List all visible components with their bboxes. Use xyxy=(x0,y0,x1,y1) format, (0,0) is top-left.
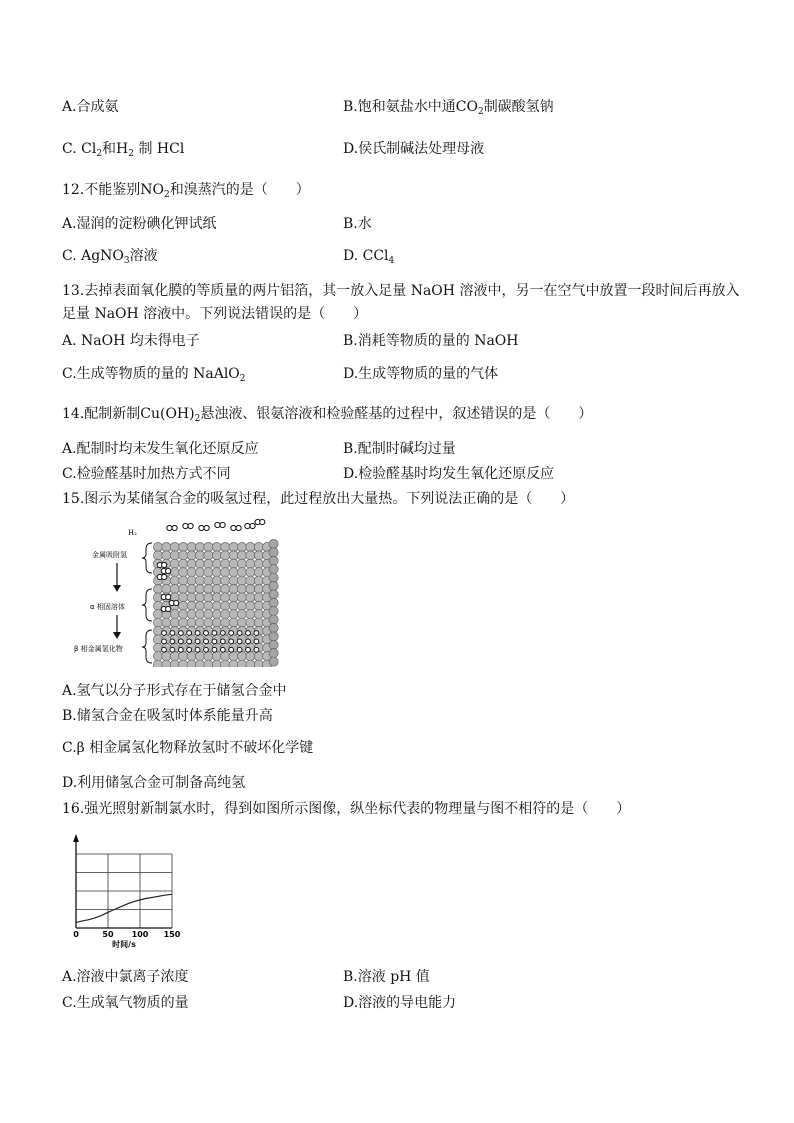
metal-atom xyxy=(153,584,162,593)
metal-atom xyxy=(153,618,162,627)
metal-atom xyxy=(269,556,278,565)
series-line xyxy=(76,894,172,922)
q13-stem-line2: 足量 NaOH 溶液中。下列说法错误的是（ ） xyxy=(62,306,368,322)
metal-atom xyxy=(246,618,255,627)
metal-atom xyxy=(269,598,278,607)
metal-atom xyxy=(254,551,263,560)
metal-atom xyxy=(229,601,238,610)
hydrogen-atom xyxy=(260,519,265,524)
y-axis-arrow xyxy=(73,834,79,842)
metal-atom xyxy=(204,542,213,551)
metal-atom xyxy=(269,565,278,574)
metal-atom xyxy=(269,632,278,641)
metal-atom xyxy=(269,581,278,590)
metal-atom xyxy=(179,660,188,667)
metal-atom xyxy=(246,584,255,593)
metal-atom xyxy=(170,610,179,619)
metal-atom xyxy=(237,593,246,602)
metal-atom xyxy=(195,610,204,619)
metal-atom xyxy=(195,559,204,568)
metal-atom xyxy=(187,593,196,602)
metal-atom xyxy=(254,601,263,610)
q15-option-c: C.β 相金属氢化物释放氢时不破坏化学键 xyxy=(62,740,314,756)
hydrogen-atom xyxy=(204,639,209,644)
q14-option-a: A.配制时均未发生氧化还原反应 xyxy=(62,441,259,457)
brace-stage3 xyxy=(142,630,152,663)
metal-atom xyxy=(170,584,179,593)
x-tick-label: 0 xyxy=(73,930,79,939)
hydrogen-atom xyxy=(178,631,183,636)
hydrogen-atom xyxy=(229,639,234,644)
hydrogen-atom xyxy=(170,631,175,636)
metal-atom xyxy=(153,660,162,667)
metal-atom xyxy=(170,551,179,560)
metal-atom xyxy=(237,576,246,585)
q13-option-d: D.生成等物质的量的气体 xyxy=(343,366,499,382)
metal-atom xyxy=(179,568,188,577)
metal-atom xyxy=(153,652,162,661)
metal-atom xyxy=(269,573,278,582)
metal-atom xyxy=(204,584,213,593)
metal-atom xyxy=(221,551,230,560)
metal-atom xyxy=(246,551,255,560)
metal-atom xyxy=(187,568,196,577)
q15-option-d: D.利用储氢合金可制备高纯氢 xyxy=(62,775,246,791)
metal-atom xyxy=(195,584,204,593)
metal-atom xyxy=(212,660,221,667)
metal-atom xyxy=(254,568,263,577)
metal-atom xyxy=(195,601,204,610)
metal-atom xyxy=(229,542,238,551)
hydrogen-atom xyxy=(212,639,217,644)
metal-atom xyxy=(254,542,263,551)
metal-atom xyxy=(179,551,188,560)
x-tick-label: 150 xyxy=(163,930,181,939)
hydrogen-atom xyxy=(187,639,192,644)
hydrogen-atom xyxy=(166,594,171,599)
metal-atom xyxy=(187,610,196,619)
q11-option-c: C. $Cl_2$和$H_2$ 制 HCl xyxy=(62,141,185,159)
metal-atom xyxy=(187,652,196,661)
q13-option-a: A. NaOH 均未得电子 xyxy=(62,333,200,349)
metal-atom xyxy=(179,593,188,602)
hydrogen-atom xyxy=(220,631,225,636)
metal-atom xyxy=(170,542,179,551)
metal-atom xyxy=(195,576,204,585)
metal-atom xyxy=(187,559,196,568)
stage3-label: β 相金属氢化物 xyxy=(74,645,123,653)
chart-svg xyxy=(62,830,192,950)
metal-atom xyxy=(212,593,221,602)
metal-atom xyxy=(221,601,230,610)
hydrogen-atom xyxy=(183,523,188,528)
metal-atom xyxy=(212,559,221,568)
metal-atom xyxy=(179,559,188,568)
q12-option-c: C. AgNO$_3$溶液 xyxy=(62,248,158,266)
hydrogen-storage-figure xyxy=(70,517,280,667)
hydrogen-atom xyxy=(162,639,167,644)
metal-atom xyxy=(204,576,213,585)
x-tick-label: 50 xyxy=(102,930,114,939)
metal-atom xyxy=(229,584,238,593)
q15-stem: 15.图示为某储氢合金的吸氢过程，此过程放出大量热。下列说法正确的是（ ） xyxy=(62,491,575,507)
q16-stem: 16.强光照射新制氯水时，得到如图所示图像，纵坐标代表的物理量与图不相符的是（ ） xyxy=(62,801,631,817)
hydrogen-atom xyxy=(167,525,172,530)
hydrogen-atom xyxy=(188,523,193,528)
metal-atom xyxy=(229,593,238,602)
metal-atom xyxy=(153,551,162,560)
hydrogen-atom xyxy=(212,631,217,636)
metal-atom xyxy=(187,576,196,585)
metal-atom xyxy=(212,551,221,560)
metal-atom xyxy=(237,584,246,593)
q15-option-a: A.氢气以分子形式存在于储氢合金中 xyxy=(62,683,287,699)
metal-atom xyxy=(212,576,221,585)
metal-atom xyxy=(254,584,263,593)
metal-atom xyxy=(212,542,221,551)
hydrogen-storage-diagram xyxy=(70,517,280,667)
metal-atom xyxy=(153,643,162,652)
metal-atom xyxy=(221,559,230,568)
metal-atom xyxy=(246,601,255,610)
q12-option-b: B.水 xyxy=(343,216,372,232)
metal-atom xyxy=(269,548,278,557)
metal-atom xyxy=(229,559,238,568)
metal-atom xyxy=(195,593,204,602)
hydrogen-atom xyxy=(166,568,171,573)
hydrogen-atom xyxy=(250,523,255,528)
metal-atom xyxy=(229,610,238,619)
metal-atom xyxy=(212,601,221,610)
metal-atom xyxy=(237,568,246,577)
metal-atom xyxy=(221,576,230,585)
arrow-head-1 xyxy=(113,585,121,592)
h2-label: H₂ xyxy=(128,529,137,537)
metal-atom xyxy=(221,652,230,661)
hydrogen-atom xyxy=(254,631,259,636)
arrow-head-2 xyxy=(113,632,121,639)
metal-atom xyxy=(212,568,221,577)
brace-stage2 xyxy=(142,589,152,621)
metal-atom xyxy=(269,649,278,658)
metal-atom xyxy=(254,576,263,585)
metal-atom xyxy=(221,593,230,602)
metal-atom xyxy=(204,593,213,602)
hydrogen-atom xyxy=(162,631,167,636)
metal-atom xyxy=(212,652,221,661)
hydrogen-atom xyxy=(199,525,204,530)
metal-atom xyxy=(195,551,204,560)
metal-atom xyxy=(246,660,255,667)
metal-atom xyxy=(254,559,263,568)
metal-atom xyxy=(269,590,278,599)
metal-atom xyxy=(179,576,188,585)
metal-atom xyxy=(269,539,278,548)
hydrogen-atom xyxy=(229,647,234,652)
q16-option-a: A.溶液中氯离子浓度 xyxy=(62,969,189,985)
chlorine-water-chart xyxy=(62,830,192,950)
metal-atom xyxy=(204,601,213,610)
metal-atom xyxy=(204,559,213,568)
metal-atom xyxy=(254,618,263,627)
hydrogen-atom xyxy=(246,647,251,652)
metal-atom xyxy=(179,618,188,627)
metal-atom xyxy=(221,568,230,577)
metal-atom xyxy=(153,542,162,551)
hydrogen-atom xyxy=(187,647,192,652)
q16-option-c: C.生成氧气物质的量 xyxy=(62,995,189,1011)
metal-atom xyxy=(221,584,230,593)
q14-option-b: B.配制时碱均过量 xyxy=(343,441,456,457)
hydrogen-atom xyxy=(220,639,225,644)
metal-atom xyxy=(237,652,246,661)
metal-atom xyxy=(195,652,204,661)
metal-atom xyxy=(187,584,196,593)
metal-atom xyxy=(153,610,162,619)
metal-atom xyxy=(187,551,196,560)
metal-atom xyxy=(237,660,246,667)
metal-atom xyxy=(269,623,278,632)
metal-atom xyxy=(229,652,238,661)
metal-atom xyxy=(221,542,230,551)
q12-option-a: A.湿润的淀粉碘化钾试纸 xyxy=(62,216,217,232)
metal-atom xyxy=(246,593,255,602)
metal-atom xyxy=(179,601,188,610)
hydrogen-atom xyxy=(245,523,250,528)
metal-atom xyxy=(195,568,204,577)
metal-atom xyxy=(269,607,278,616)
metal-atom xyxy=(204,660,213,667)
metal-atom xyxy=(179,652,188,661)
metal-atom xyxy=(162,652,171,661)
metal-atom xyxy=(237,551,246,560)
metal-atom xyxy=(170,568,179,577)
hydrogen-atom xyxy=(204,631,209,636)
hydrogen-atom xyxy=(220,522,225,527)
hydrogen-atom xyxy=(237,639,242,644)
metal-atom xyxy=(187,660,196,667)
hydrogen-atom xyxy=(162,562,167,567)
metal-atom xyxy=(229,568,238,577)
metal-atom xyxy=(195,618,204,627)
x-tick-label: 100 xyxy=(131,930,149,939)
hydrogen-atom xyxy=(254,639,259,644)
metal-atom xyxy=(187,601,196,610)
q13-stem-line1: 13.去掉表面氧化膜的等质量的两片铝箔，其一放入足量 NaOH 溶液中，另一在空气中放置一段时间后再放入 xyxy=(62,283,740,299)
metal-atom xyxy=(221,618,230,627)
metal-atom xyxy=(170,576,179,585)
metal-atom xyxy=(221,660,230,667)
metal-atom xyxy=(212,618,221,627)
metal-atom xyxy=(269,615,278,624)
hydrogen-atom xyxy=(195,647,200,652)
metal-atom xyxy=(162,660,171,667)
hydrogen-atom xyxy=(254,647,259,652)
metal-atom xyxy=(204,610,213,619)
q14-option-c: C.检验醛基时加热方式不同 xyxy=(62,466,231,482)
hydrogen-atom xyxy=(236,525,241,530)
hydrogen-atom xyxy=(204,525,209,530)
q12-option-d: D. CCl$_4$ xyxy=(343,248,395,266)
stage2-label: α 相固溶体 xyxy=(90,603,125,611)
q12-stem: 12.不能鉴别$NO_2$和溴蒸汽的是（ ） xyxy=(62,182,310,200)
metal-atom xyxy=(254,660,263,667)
q11-option-b: B.饱和氨盐水中通$CO_2$制碳酸氢钠 xyxy=(343,99,554,117)
hydrogen-atom xyxy=(246,631,251,636)
metal-atom xyxy=(162,618,171,627)
hydrogen-atom xyxy=(237,631,242,636)
hydrogen-atom xyxy=(215,522,220,527)
metal-atom xyxy=(187,618,196,627)
metal-atom xyxy=(187,542,196,551)
metal-atom xyxy=(204,652,213,661)
q11-option-d: D.侯氏制碱法处理母液 xyxy=(343,141,485,157)
q16-option-b: B.溶液 pH 值 xyxy=(343,969,430,985)
metal-atom xyxy=(269,640,278,649)
metal-atom xyxy=(246,568,255,577)
hydrogen-atom xyxy=(237,647,242,652)
metal-atom xyxy=(170,660,179,667)
metal-atom xyxy=(237,542,246,551)
metal-atom xyxy=(179,584,188,593)
hydrogen-atom xyxy=(204,647,209,652)
metal-atom xyxy=(212,584,221,593)
hydrogen-atom xyxy=(166,606,171,611)
metal-atom xyxy=(246,610,255,619)
metal-atom xyxy=(246,559,255,568)
metal-atom xyxy=(246,542,255,551)
hydrogen-atom xyxy=(231,525,236,530)
q14-option-d: D.检验醛基时均发生氧化还原反应 xyxy=(343,466,555,482)
metal-atom xyxy=(254,610,263,619)
metal-atom xyxy=(237,618,246,627)
metal-atom xyxy=(229,576,238,585)
metal-atom xyxy=(170,559,179,568)
hydrogen-atom xyxy=(170,647,175,652)
metal-atom xyxy=(204,551,213,560)
metal-atom xyxy=(246,576,255,585)
metal-atom xyxy=(237,559,246,568)
metal-atom xyxy=(254,652,263,661)
hydrogen-atom xyxy=(178,639,183,644)
hydrogen-atom xyxy=(170,639,175,644)
hydrogen-atom xyxy=(187,631,192,636)
metal-atom xyxy=(179,610,188,619)
metal-atom xyxy=(179,542,188,551)
metal-atom xyxy=(153,626,162,635)
hydrogen-atom xyxy=(178,647,183,652)
q13-option-c: C.生成等物质的量的 NaAlO$_2$ xyxy=(62,366,246,384)
metal-atom xyxy=(162,584,171,593)
stage1-label: 金属吸附氢 xyxy=(92,551,127,559)
metal-atom xyxy=(237,610,246,619)
hydrogen-atom xyxy=(220,647,225,652)
hydrogen-atom xyxy=(212,647,217,652)
metal-atom xyxy=(204,618,213,627)
q16-option-d: D.溶液的导电能力 xyxy=(343,995,457,1011)
metal-atom xyxy=(195,660,204,667)
metal-atom xyxy=(246,652,255,661)
metal-atom xyxy=(162,551,171,560)
hydrogen-atom xyxy=(195,631,200,636)
metal-atom xyxy=(237,601,246,610)
metal-atom xyxy=(254,593,263,602)
q11-option-a: A.合成氨 xyxy=(62,99,119,115)
metal-atom xyxy=(212,610,221,619)
hydrogen-atom xyxy=(162,647,167,652)
hydrogen-atom xyxy=(246,639,251,644)
metal-atom xyxy=(195,542,204,551)
hydrogen-atom xyxy=(229,631,234,636)
metal-atom xyxy=(229,660,238,667)
metal-atom xyxy=(153,635,162,644)
chart-grid xyxy=(76,854,172,928)
metal-atom xyxy=(170,652,179,661)
metal-atom xyxy=(170,618,179,627)
x-axis-label: 时间/s xyxy=(112,940,136,949)
metal-atom xyxy=(229,618,238,627)
q14-stem: 14.配制新制$Cu(OH)_2$悬浊液、银氨溶液和检验醛基的过程中，叙述错误的是（ ） xyxy=(62,406,593,424)
hydrogen-atom xyxy=(195,639,200,644)
hydrogen-atom xyxy=(174,600,179,605)
metal-atom xyxy=(229,551,238,560)
metal-atom xyxy=(204,568,213,577)
hydrogen-atom xyxy=(162,574,167,579)
brace-stage1 xyxy=(142,543,152,573)
hydrogen-atom xyxy=(172,525,177,530)
q15-option-b: B.储氢合金在吸氢时体系能量升高 xyxy=(62,708,273,724)
metal-atom xyxy=(221,610,230,619)
metal-atom xyxy=(269,657,278,666)
x-tick-labels xyxy=(73,930,181,939)
q13-option-b: B.消耗等物质的量的 NaOH xyxy=(343,333,519,349)
metal-atom xyxy=(162,542,171,551)
